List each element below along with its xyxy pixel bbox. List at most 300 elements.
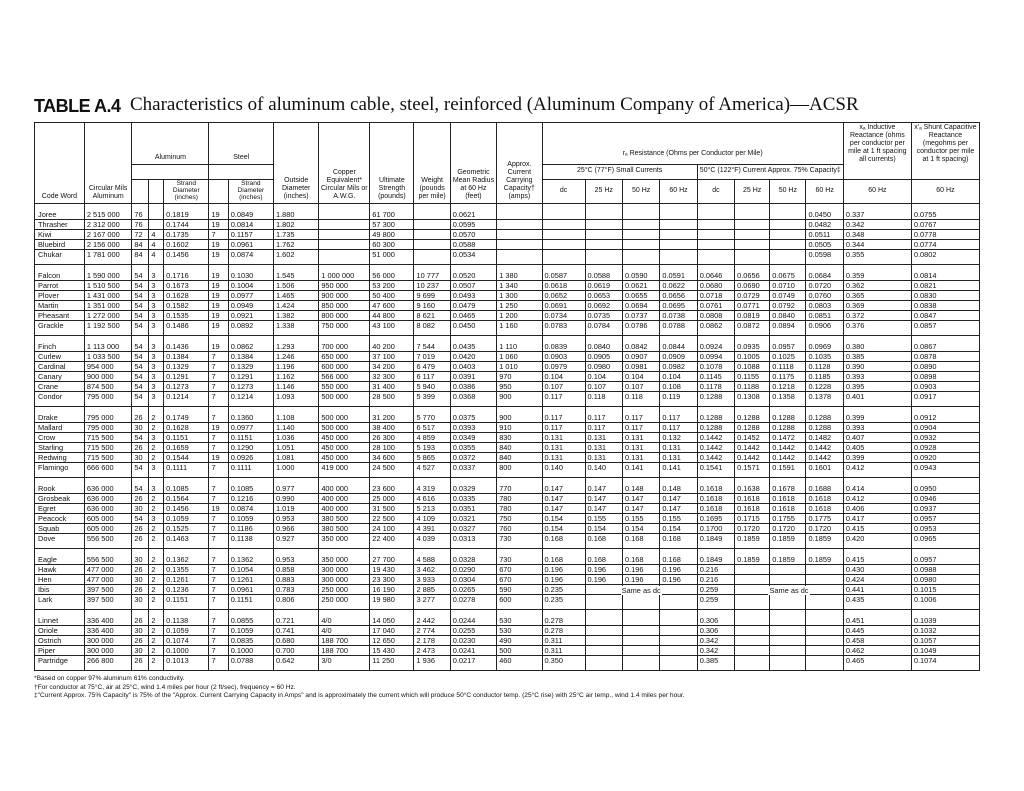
cell-r25-60hz: 0.0656 (660, 291, 697, 301)
cell-steel-strand-diameter: 0.1360 (228, 407, 273, 423)
cell-copper-equivalent (319, 240, 370, 250)
cell-current: 590 (497, 585, 542, 595)
cell-ultimate-strength: 16 190 (370, 585, 414, 595)
cell-r50-50hz: 0.1025 (770, 352, 806, 362)
cell-al-layers: 2 (149, 626, 164, 636)
cell-r50-60hz: 0.1442 (806, 453, 843, 463)
cell-ultimate-strength: 25 000 (370, 494, 414, 504)
header-r25-60hz: 60 Hz (660, 180, 697, 204)
cell-ultimate-strength: 51 000 (370, 250, 414, 265)
cell-circular-mils: 636 000 (84, 478, 132, 494)
cell-al-layers: 3 (149, 514, 164, 524)
cell-circular-mils: 1 431 000 (84, 291, 132, 301)
cell-xap-60hz: 0.0878 (911, 352, 979, 362)
cell-xap-60hz: 0.0946 (911, 494, 979, 504)
cell-circular-mils: 2 515 000 (84, 204, 132, 220)
cell-r50-25hz: 0.1715 (735, 514, 770, 524)
cell-weight: 3 277 (414, 595, 450, 610)
header-al-strands (132, 180, 149, 204)
cell-r50-60hz: 0.0511 (806, 230, 843, 240)
cell-current: 1 010 (497, 362, 542, 372)
cell-r25-25hz (585, 656, 622, 671)
cell-r25-dc: 0.131 (542, 433, 585, 443)
cell-r25-50hz: 0.0590 (622, 265, 659, 281)
cell-al-layers: 2 (149, 494, 164, 504)
cell-outside-diameter: 0.721 (274, 610, 319, 626)
cell-code-word: Dove (35, 534, 85, 549)
cell-outside-diameter: 1.051 (274, 443, 319, 453)
cell-r25-25hz (585, 636, 622, 646)
cell-r50-60hz: 0.1601 (806, 463, 843, 478)
cell-circular-mils: 636 000 (84, 494, 132, 504)
cell-gmr: 0.0244 (450, 610, 496, 626)
cell-r50-60hz: 0.1688 (806, 478, 843, 494)
cell-al-strands: 26 (132, 585, 149, 595)
cell-al-strand-diameter: 0.1564 (164, 494, 209, 504)
cell-ultimate-strength: 11 250 (370, 656, 414, 671)
cell-xap-60hz: 0.0898 (911, 372, 979, 382)
cell-circular-mils: 300 000 (84, 646, 132, 656)
header-gmr: Geometric Mean Radius at 60 Hz (feet) (450, 123, 496, 204)
cell-outside-diameter: 1.140 (274, 423, 319, 433)
cell-weight: 6 117 (414, 372, 450, 382)
header-r25-25hz: 25 Hz (585, 180, 622, 204)
cell-xa-60hz: 0.462 (843, 646, 911, 656)
cell-r25-60hz (660, 220, 697, 230)
cell-code-word: Parrot (35, 281, 85, 291)
footnote: †For conductor at 75°C, air at 25°C, wind 1.4 miles per hour (2 ft/sec), frequency = 60 Hz. (34, 683, 296, 691)
cell-steel-strand-diameter: 0.1004 (228, 281, 273, 291)
cell-r25-50hz: 0.107 (622, 382, 659, 392)
cell-r50-25hz: 0.1188 (735, 382, 770, 392)
cell-weight: 5 399 (414, 392, 450, 407)
cell-outside-diameter: 1.246 (274, 352, 319, 362)
cell-r50-25hz: 0.0819 (735, 311, 770, 321)
cell-outside-diameter: 0.680 (274, 636, 319, 646)
cell-steel-strand-diameter: 0.0892 (228, 321, 273, 336)
cell-current: 1 200 (497, 311, 542, 321)
cell-al-layers: 2 (149, 504, 164, 514)
cell-outside-diameter: 0.783 (274, 585, 319, 595)
cell-r50-60hz: 0.1775 (806, 514, 843, 524)
cell-outside-diameter: 0.741 (274, 626, 319, 636)
header-xap: x′ₐ Shunt Capacitive Reactance (megohms per conductor per mile at 1 ft spacing) (911, 123, 979, 180)
cell-steel-strands: 7 (209, 656, 228, 671)
cell-gmr: 0.0403 (450, 362, 496, 372)
cell-circular-mils: 477 000 (84, 565, 132, 575)
cell-al-layers: 3 (149, 478, 164, 494)
cell-current: 730 (497, 549, 542, 565)
cell-r25-60hz: 0.104 (660, 372, 697, 382)
cell-ultimate-strength: 47 600 (370, 301, 414, 311)
cell-ultimate-strength: 31 400 (370, 382, 414, 392)
cell-al-layers: 4 (149, 250, 164, 265)
cell-ultimate-strength: 24 100 (370, 524, 414, 534)
table-row (35, 565, 980, 575)
cell-al-strands: 54 (132, 392, 149, 407)
cell-r25-50hz (622, 230, 659, 240)
cell-steel-strands: 7 (209, 433, 228, 443)
cell-code-word: Chukar (35, 250, 85, 265)
cell-weight: 5 865 (414, 453, 450, 463)
cell-r25-dc: 0.196 (542, 575, 585, 585)
cell-r50-50hz (770, 636, 806, 646)
cell-current (497, 250, 542, 265)
cell-r50-50hz (770, 595, 806, 610)
cell-r25-25hz (585, 250, 622, 265)
cell-copper-equivalent: 1 000 000 (319, 265, 370, 281)
cell-steel-strands: 7 (209, 646, 228, 656)
table-row (35, 433, 980, 443)
cell-r25-25hz (585, 646, 622, 656)
cell-ultimate-strength: 56 000 (370, 265, 414, 281)
cell-code-word: Plover (35, 291, 85, 301)
cell-r25-25hz: 0.131 (585, 433, 622, 443)
cell-code-word: Mallard (35, 423, 85, 433)
cell-r25-dc: 0.278 (542, 626, 585, 636)
cell-r25-60hz: 0.0982 (660, 362, 697, 372)
cell-r25-dc (542, 204, 585, 220)
cell-r25-25hz: 0.0588 (585, 265, 622, 281)
cell-r25-25hz: 0.147 (585, 478, 622, 494)
cell-r50-dc: 0.1849 (697, 534, 734, 549)
cell-r50-25hz (735, 565, 770, 575)
cell-copper-equivalent (319, 220, 370, 230)
header-steel-spacer (209, 165, 274, 180)
cell-circular-mils: 1 590 000 (84, 265, 132, 281)
cell-weight (414, 220, 450, 230)
cell-ultimate-strength: 43 100 (370, 321, 414, 336)
cell-r25-25hz (585, 595, 622, 610)
cell-steel-strand-diameter: 0.0855 (228, 610, 273, 626)
header-aluminum-group: Aluminum (132, 123, 209, 165)
cell-xap-60hz: 0.0830 (911, 291, 979, 301)
cell-code-word: Eagle (35, 549, 85, 565)
cell-xa-60hz: 0.390 (843, 362, 911, 372)
cell-r50-25hz: 0.1308 (735, 392, 770, 407)
cell-outside-diameter: 1.108 (274, 407, 319, 423)
table-row (35, 443, 980, 453)
cell-r25-50hz (622, 626, 659, 636)
cell-r50-dc: 0.385 (697, 656, 734, 671)
cell-steel-strands: 7 (209, 636, 228, 646)
table-row (35, 336, 980, 352)
cell-steel-strands: 7 (209, 585, 228, 595)
header-resistance-label: rₐ Resistance (Ohms per Conductor per Mile) (542, 145, 843, 165)
cell-circular-mils: 300 000 (84, 636, 132, 646)
cell-r25-dc: 0.350 (542, 656, 585, 671)
cell-steel-strands: 7 (209, 463, 228, 478)
cell-current: 1 160 (497, 321, 542, 336)
cell-r50-25hz: 0.1288 (735, 423, 770, 433)
header-xa: xₐ Inductive Reactance (ohms per conductor per mile at 1 ft spacing all currents) (843, 123, 911, 180)
table-row (35, 372, 980, 382)
header-weight: Weight (pounds per mile) (414, 123, 450, 204)
cell-current: 750 (497, 514, 542, 524)
header-al-layers (149, 180, 164, 204)
cell-al-strands: 54 (132, 291, 149, 301)
cell-ultimate-strength: 40 200 (370, 336, 414, 352)
cell-r25-dc: 0.147 (542, 494, 585, 504)
cell-r50-60hz: 0.0851 (806, 311, 843, 321)
cell-weight: 2 442 (414, 610, 450, 626)
cell-gmr: 0.0321 (450, 514, 496, 524)
cell-r50-dc: 0.0646 (697, 265, 734, 281)
cell-r50-50hz: 0.1618 (770, 504, 806, 514)
cell-weight (414, 250, 450, 265)
cell-r50-60hz: 0.1288 (806, 423, 843, 433)
cell-r25-60hz: 0.131 (660, 443, 697, 453)
cell-r50-50hz: 0.1175 (770, 372, 806, 382)
cell-steel-strands: 19 (209, 291, 228, 301)
cell-gmr: 0.0241 (450, 646, 496, 656)
cell-r50-60hz: 0.0684 (806, 265, 843, 281)
cell-r50-25hz: 0.1452 (735, 433, 770, 443)
header-steel-strands (209, 180, 228, 204)
cell-outside-diameter: 1.735 (274, 230, 319, 240)
cell-outside-diameter: 0.953 (274, 549, 319, 565)
cell-current: 800 (497, 463, 542, 478)
cell-steel-strands: 7 (209, 534, 228, 549)
cell-code-word: Pheasant (35, 311, 85, 321)
cell-r50-25hz: 0.1618 (735, 494, 770, 504)
cell-xa-60hz: 0.424 (843, 575, 911, 585)
cell-gmr: 0.0351 (450, 504, 496, 514)
header-code-word: Code Word (35, 123, 85, 204)
cell-copper-equivalent: 380 500 (319, 524, 370, 534)
cell-current: 1 380 (497, 265, 542, 281)
table-row (35, 585, 980, 595)
cell-r25-60hz (660, 585, 697, 595)
cell-current: 770 (497, 478, 542, 494)
cell-r25-25hz: 0.140 (585, 463, 622, 478)
cell-xap-60hz: 0.0903 (911, 382, 979, 392)
cell-gmr: 0.0595 (450, 220, 496, 230)
cell-weight: 4 588 (414, 549, 450, 565)
cell-al-strands: 54 (132, 463, 149, 478)
cell-r25-25hz (585, 204, 622, 220)
table-row (35, 514, 980, 524)
cell-r50-50hz: 0.0749 (770, 291, 806, 301)
cell-outside-diameter: 1.196 (274, 362, 319, 372)
cell-r25-60hz (660, 204, 697, 220)
cell-al-strands: 54 (132, 372, 149, 382)
cell-r50-25hz (735, 610, 770, 626)
cell-r25-25hz: 0.147 (585, 494, 622, 504)
cell-al-strands: 30 (132, 453, 149, 463)
cell-steel-strands: 7 (209, 610, 228, 626)
cell-ultimate-strength: 22 500 (370, 514, 414, 524)
cell-current: 1 300 (497, 291, 542, 301)
cell-code-word: Drake (35, 407, 85, 423)
cell-r50-50hz: 0.1678 (770, 478, 806, 494)
cell-gmr: 0.0393 (450, 423, 496, 433)
cell-current: 460 (497, 656, 542, 671)
cell-xa-60hz: 0.365 (843, 291, 911, 301)
cell-r50-60hz (806, 646, 843, 656)
cell-xap-60hz: 0.0937 (911, 504, 979, 514)
cell-r25-50hz (622, 220, 659, 230)
cell-current: 950 (497, 382, 542, 392)
cell-gmr: 0.0327 (450, 524, 496, 534)
cell-r50-50hz: 0.0894 (770, 321, 806, 336)
cell-r50-dc: 0.306 (697, 626, 734, 636)
cell-r50-50hz: 0.1118 (770, 362, 806, 372)
cell-outside-diameter: 0.927 (274, 534, 319, 549)
cell-r25-60hz: 0.0591 (660, 265, 697, 281)
same-as-dc-note: Same as dc (769, 585, 809, 595)
cell-xap-60hz: 0.0920 (911, 453, 979, 463)
acsr-table (34, 122, 980, 671)
cell-weight: 9 699 (414, 291, 450, 301)
cell-al-layers: 2 (149, 646, 164, 656)
cell-weight: 9 160 (414, 301, 450, 311)
cell-code-word: Rook (35, 478, 85, 494)
cell-current (497, 240, 542, 250)
cell-r50-60hz (806, 636, 843, 646)
cell-steel-strands: 7 (209, 595, 228, 610)
cell-xap-60hz: 0.0774 (911, 240, 979, 250)
cell-gmr: 0.0570 (450, 230, 496, 240)
cell-r25-50hz: 0.0842 (622, 336, 659, 352)
cell-r25-dc: 0.311 (542, 636, 585, 646)
cell-al-layers: 2 (149, 549, 164, 565)
cell-weight: 3 933 (414, 575, 450, 585)
cell-r50-60hz: 0.1859 (806, 534, 843, 549)
cell-copper-equivalent: 450 000 (319, 433, 370, 443)
cell-code-word: Grosbeak (35, 494, 85, 504)
cell-circular-mils: 2 156 000 (84, 240, 132, 250)
cell-xa-60hz: 0.435 (843, 595, 911, 610)
cell-steel-strands: 7 (209, 478, 228, 494)
cell-steel-strand-diameter: 0.0835 (228, 636, 273, 646)
cell-current: 1 110 (497, 336, 542, 352)
cell-weight: 2 774 (414, 626, 450, 636)
cell-r25-50hz (622, 636, 659, 646)
cell-gmr: 0.0328 (450, 549, 496, 565)
cell-xap-60hz: 0.0867 (911, 336, 979, 352)
cell-r50-60hz: 0.0720 (806, 281, 843, 291)
cell-copper-equivalent: 300 000 (319, 565, 370, 575)
cell-r50-dc (697, 220, 734, 230)
cell-r50-60hz: 0.0450 (806, 204, 843, 220)
cell-r50-25hz (735, 656, 770, 671)
cell-code-word: Thrasher (35, 220, 85, 230)
cell-r25-50hz (622, 656, 659, 671)
cell-steel-strands: 7 (209, 565, 228, 575)
cell-ultimate-strength: 38 400 (370, 423, 414, 433)
cell-copper-equivalent: 600 000 (319, 362, 370, 372)
cell-r25-50hz: 0.196 (622, 575, 659, 585)
header-circular-mils: Circular Mils Aluminum (84, 123, 132, 204)
cell-current: 530 (497, 626, 542, 636)
cell-al-strands: 54 (132, 433, 149, 443)
cell-steel-strands: 7 (209, 443, 228, 453)
cell-r50-25hz (735, 230, 770, 240)
cell-al-strands: 30 (132, 626, 149, 636)
cell-r25-dc: 0.235 (542, 595, 585, 610)
cell-circular-mils: 1 510 500 (84, 281, 132, 291)
cell-steel-strands: 7 (209, 549, 228, 565)
cell-r50-dc: 0.0761 (697, 301, 734, 311)
cell-r50-60hz: 0.1442 (806, 443, 843, 453)
cell-r50-50hz (770, 230, 806, 240)
cell-weight: 1 936 (414, 656, 450, 671)
cell-xap-60hz: 0.0957 (911, 514, 979, 524)
cell-r25-dc: 0.117 (542, 407, 585, 423)
cell-outside-diameter: 1.545 (274, 265, 319, 281)
cell-r50-25hz (735, 220, 770, 230)
table-row (35, 423, 980, 433)
cell-al-layers: 2 (149, 524, 164, 534)
cell-al-strands: 54 (132, 321, 149, 336)
cell-xa-60hz: 0.405 (843, 443, 911, 453)
cell-xap-60hz: 0.0755 (911, 204, 979, 220)
cell-r50-60hz: 0.1618 (806, 504, 843, 514)
cell-outside-diameter: 1.602 (274, 250, 319, 265)
cell-al-strand-diameter: 0.1486 (164, 321, 209, 336)
cell-code-word: Falcon (35, 265, 85, 281)
cell-xap-60hz: 0.0950 (911, 478, 979, 494)
cell-r50-dc (697, 240, 734, 250)
cell-r25-dc: 0.147 (542, 478, 585, 494)
cell-code-word: Hen (35, 575, 85, 585)
cell-steel-strand-diameter: 0.0926 (228, 453, 273, 463)
cell-steel-strand-diameter: 0.0961 (228, 585, 273, 595)
cell-code-word: Peacock (35, 514, 85, 524)
cell-al-strands: 26 (132, 524, 149, 534)
cell-copper-equivalent: 400 000 (319, 494, 370, 504)
table-row (35, 281, 980, 291)
cell-r25-60hz: 0.196 (660, 565, 697, 575)
cell-al-strands: 30 (132, 646, 149, 656)
cell-r25-60hz: 0.0738 (660, 311, 697, 321)
cell-current (497, 220, 542, 230)
cell-steel-strands: 19 (209, 265, 228, 281)
cell-xap-60hz: 0.0890 (911, 362, 979, 372)
cell-steel-strand-diameter: 0.1138 (228, 534, 273, 549)
table-row (35, 610, 980, 626)
cell-ultimate-strength: 19 980 (370, 595, 414, 610)
cell-r25-50hz: 0.0737 (622, 311, 659, 321)
cell-r25-dc: 0.0618 (542, 281, 585, 291)
cell-r25-dc: 0.168 (542, 549, 585, 565)
cell-gmr: 0.0465 (450, 311, 496, 321)
cell-weight (414, 230, 450, 240)
cell-xa-60hz: 0.380 (843, 336, 911, 352)
cell-r50-dc: 0.306 (697, 610, 734, 626)
cell-gmr: 0.0335 (450, 494, 496, 504)
cell-al-strands: 26 (132, 407, 149, 423)
cell-r50-dc: 0.1541 (697, 463, 734, 478)
table-row (35, 463, 980, 478)
cell-al-strand-diameter: 0.1214 (164, 392, 209, 407)
cell-r50-50hz (770, 240, 806, 250)
cell-code-word: Grackle (35, 321, 85, 336)
cell-al-layers: 2 (149, 636, 164, 646)
cell-al-layers: 3 (149, 291, 164, 301)
cell-copper-equivalent (319, 250, 370, 265)
cell-al-layers: 3 (149, 281, 164, 291)
cell-r50-dc (697, 204, 734, 220)
cell-al-strand-diameter: 0.1000 (164, 646, 209, 656)
cell-current: 530 (497, 610, 542, 626)
cell-outside-diameter: 1.762 (274, 240, 319, 250)
cell-gmr: 0.0230 (450, 636, 496, 646)
cell-al-strand-diameter: 0.1236 (164, 585, 209, 595)
cell-copper-equivalent: 550 000 (319, 382, 370, 392)
cell-copper-equivalent: 500 000 (319, 392, 370, 407)
